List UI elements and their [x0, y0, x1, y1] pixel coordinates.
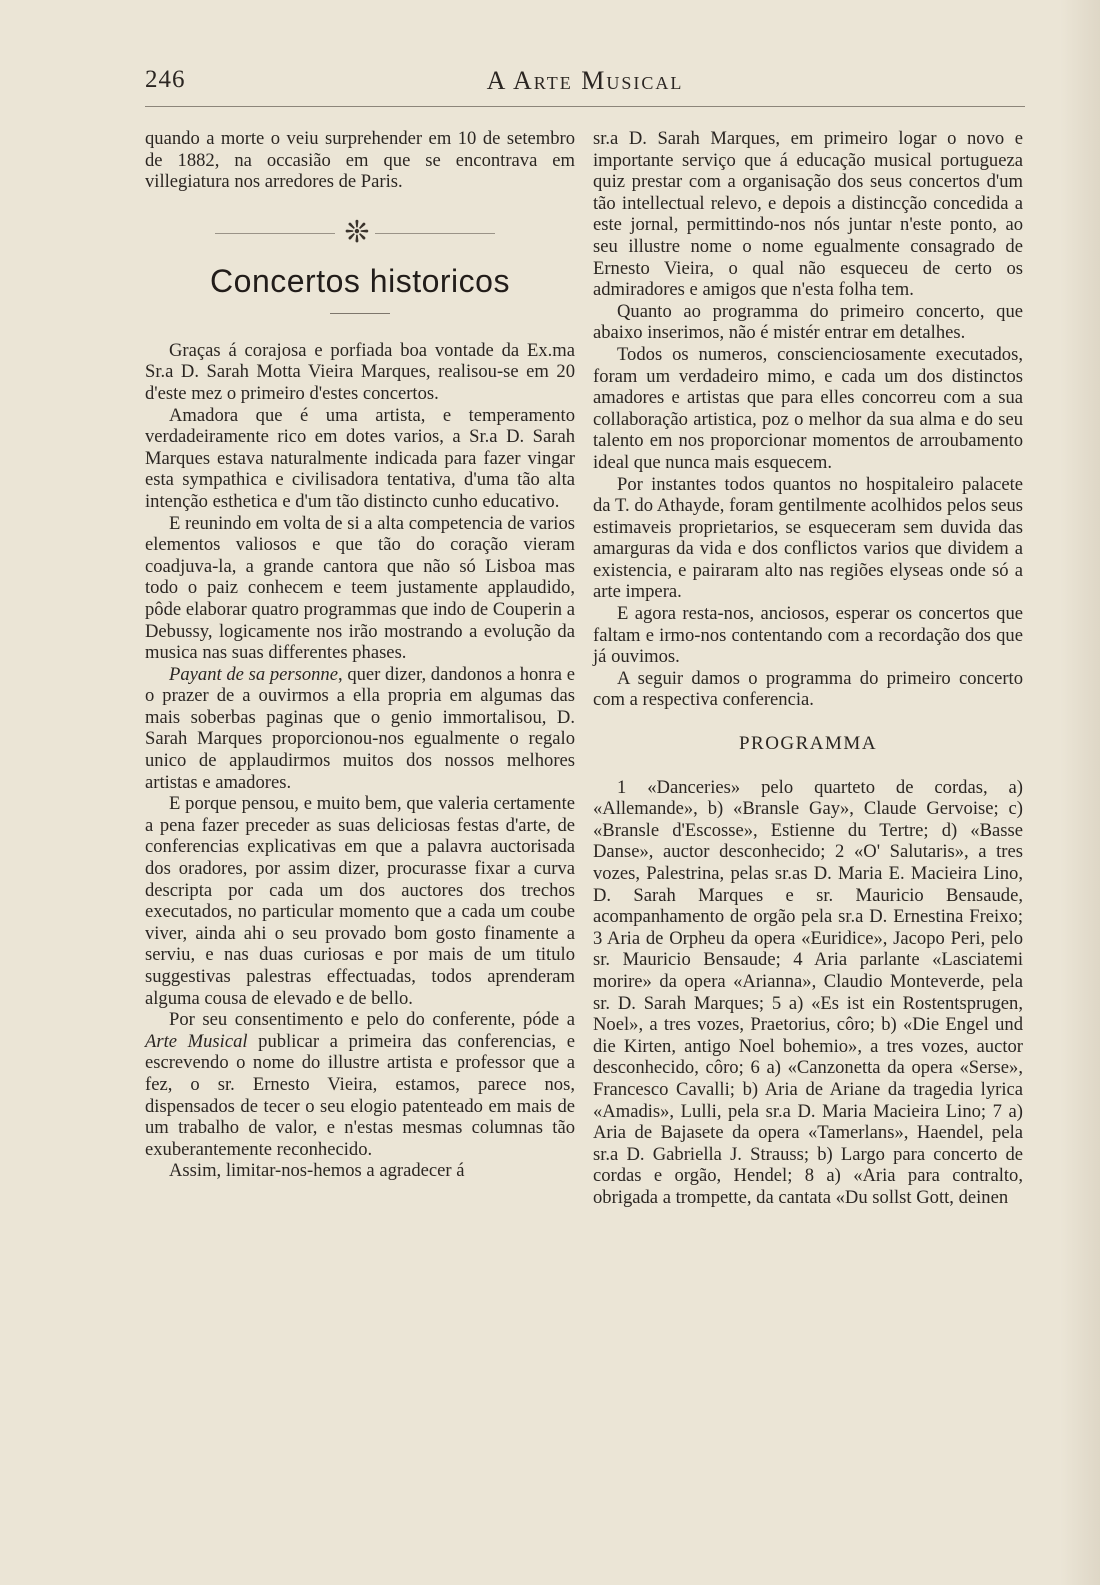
body-paragraph: Graças á corajosa e porfiada boa vontade da Ex.ma Sr.a D. Sarah Motta Vieira Marques, realisou-se em 20 d'este mez o primeiro d'estes concertos.	[145, 339, 575, 404]
italic-lead: Payant de sa personne	[169, 663, 338, 685]
page-number: 246	[145, 66, 186, 93]
body-paragraph	[145, 664, 575, 794]
header-rule	[145, 106, 1025, 107]
body-paragraph: Todos os numeros, conscienciosamente executados, foram um verdadeiro mimo, e cada um dos distinctos amadores e artistas que para elles concorreu com a sua collaboração artistica, poz o melhor da sua alma e do seu talento em nos proporcionar momentos de arroubamento ideal que nunca mais esquecem.	[593, 343, 1023, 473]
programme-heading: PROGRAMMA	[738, 733, 878, 755]
programme-list: 1 «Danceries» pelo quarteto de cordas, a) «Allemande», b) «Bransle Gay», Claude Gervoise; c) «Bransle d'Escosse», Estienne du Tertre; d) «Basse Danse», auctor desconhecido; 2 «O' Salutaris», a tres vozes, Palestrina, pelas sr.as D. Maria E. Macieira Lino, D. Sarah Marques e sr. Mauricio Bensaude, acompanhamento de orgão pela sr.a D. Ernestina Freixo; 3 Aria de Orpheu da opera «Euridice», Jacopo Peri, pelo sr. Mauricio Bensaude; 4 Aria parlante «Lasciatemi morire» da opera «Arianna», Claudio Monteverde, pela sr. D. Sarah Marques; 5 a) «Es ist ein Rostentsprugen, Noel», a tres vozes, Praetorius, côro; b) «Die Engel und die Kirten, antigo Noel bohemio», a tres vozes, auctor desconhecido, côro; 6 a) «Canzonetta da opera «Serse», Francesco Cavalli; b) Aria de Ariane da tragedia lyrica «Amadis», Lulli, pela sr.a D. Maria Macieira Lino; 7 a) Aria de Bajasete da opera «Tamerlans», Haendel, pela sr.a D. Gabriella J. Strauss; b) Largo para concerto de cordas e orgão, Hendel; 8 a) «Aria para contralto, obrigada a trompette, da cantata «Du sollst Gott, deinen	[593, 776, 1023, 1208]
paragraph-rest: publicar a primeira das conferencias, e escrevendo o nome do illustre artista e professor que a fez, o sr. Ernesto Vieira, estamos, parece nos, dispensados de tecer o seu elogio patenteado em mais de um trabalho de valor, e n'estas mesmas columnas tão exuberantemente reconhecido.	[145, 1030, 575, 1160]
paragraph-start: Por seu consentimento e pelo do conferente, póde a	[169, 1009, 575, 1031]
title-rule	[330, 313, 390, 314]
body-paragraph: Quanto ao programma do primeiro concerto, que abaixo inserimos, não é mistér entrar em detalhes.	[593, 300, 1023, 344]
running-title: A Arte Musical	[486, 66, 684, 95]
ornament-line-left	[215, 233, 335, 234]
continuation-paragraph: sr.a D. Sarah Marques, em primeiro logar o novo e importante serviço que á educação musical portugueza quiz prestar com a organisação dos seus concertos d'um tão intellectual relevo, e depois a distincção concedida a este jornal, permittindo-nos nós juntar n'este ponto, ao seu illustre nome o nome egualmente consagrado de Ernesto Vieira, o qual não esqueceu de certo os admiradores e amigos que n'esta folha tem.	[593, 128, 1023, 301]
asterisk-ornament-icon: ❊	[344, 215, 370, 249]
section-ornament	[145, 215, 575, 253]
paragraph-rest: , quer dizer, dandonos a honra e o prazer de a ouvirmos a ella propria em algumas das mais soberbas paginas que o genio immortalisou, D. Sarah Marques proporcionou-nos egualmente o regalo unico de applaudirmos muitos dos nossos melhores artistas e amadores.	[145, 663, 575, 793]
body-paragraph: E reunindo em volta de si a alta competencia de varios elementos valiosos e que tão do coração vieram coadjuva-la, a grande cantora que não só Lisboa mas todo o paiz conhecem e teem justamente applaudido, pôde elaborar quatro programmas que indo de Couperin a Debussy, logicamente nos irão mostrando a evolução da musica nas suas differentes phases.	[145, 512, 575, 664]
page-edge-shadow	[1060, 0, 1100, 1585]
body-paragraph: Assim, limitar-nos-hemos a agradecer á	[169, 1160, 465, 1182]
body-paragraph: E porque pensou, e muito bem, que valeria certamente a pena fazer preceder as suas deliciosas festas d'arte, de conferencias explicativas em que a palavra auctorisada dos oradores, por assim dizer, procurasse fixar a curva descripta por cada um dos auctores dos trechos executados, no particular momento que a cada um coube viver, ainda ahi o seu provado bom gosto finamente a serviu, e nas duas curiosas e por mais de um titulo suggestivas palestras effectuadas, todos aprenderam alguma cousa de elevado e de bello.	[145, 793, 575, 1009]
italic-journal-name: Arte Musical	[145, 1030, 248, 1052]
left-column	[145, 128, 575, 1182]
body-paragraph: A seguir damos o programma do primeiro concerto com a respectiva conferencia.	[593, 667, 1023, 711]
body-paragraph	[145, 1009, 575, 1160]
page-header	[145, 62, 1025, 102]
body-paragraph: Por instantes todos quantos no hospitaleiro palacete da T. do Athayde, foram gentilmente acolhidos pelos seus estimaveis proprietarios, se esqueceram sem duvida das amarguras da vida e dos conflictos varios que dividem a existencia, e pairaram alto nas regiões elyseas onde só a arte impera.	[593, 473, 1023, 603]
section-title: Concertos historicos	[210, 262, 510, 299]
body-paragraph: E agora resta-nos, anciosos, esperar os concertos que faltam e irmo-nos contentando com a recordação dos que já ouvimos.	[593, 603, 1023, 668]
right-column	[593, 128, 1023, 1209]
body-paragraph: Amadora que é uma artista, e temperamento verdadeiramente rico em dotes varios, a Sr.a D. Sarah Marques estava naturalmente indicada para fazer vingar esta sympathica e civilisadora tentativa, d'uma tão alta intenção esthetica e d'um tão distincto cunho educativo.	[145, 404, 575, 512]
intro-paragraph: quando a morte o veiu surprehender em 10 de setembro de 1882, na occasião em que se encontrava em villegiatura nos arredores de Paris.	[145, 128, 575, 193]
ornament-line-right	[375, 233, 495, 234]
